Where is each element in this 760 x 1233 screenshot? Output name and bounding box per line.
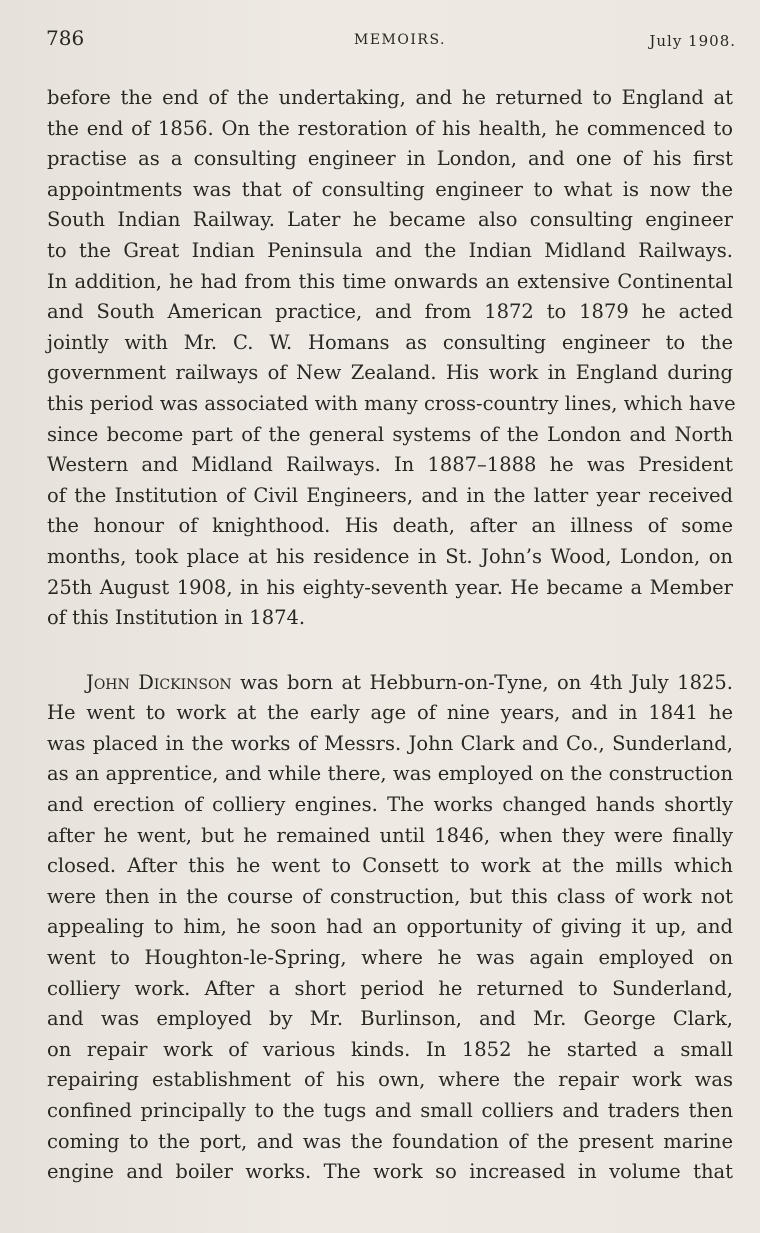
text-line: before the end of the undertaking, and he returned to England at — [47, 86, 733, 109]
text-line: South Indian Railway. Later he became also consulting engineer — [47, 208, 733, 232]
paragraph-2 — [47, 668, 733, 1188]
text-line: after he went, but he remained until 1846, when they were finally — [47, 823, 733, 847]
text-line: and South American practice, and from 1872 to 1879 he acted — [47, 300, 733, 324]
text-line: government railways of New Zealand. His work in England during — [47, 361, 733, 385]
text-line — [47, 668, 733, 699]
text-line: on repair work of various kinds. In 1852 he started a small — [47, 1037, 733, 1061]
text-line: and erection of colliery engines. The works changed hands shortly — [47, 793, 733, 817]
paragraph-1 — [47, 83, 736, 634]
text-line: went to Houghton-le-Spring, where he was again employed on — [47, 946, 733, 970]
text-line: the honour of knighthood. His death, after an illness of some — [47, 514, 733, 538]
text-line: repairing establishment of his own, where the repair work was — [47, 1068, 733, 1092]
text-line: was placed in the works of Messrs. John Clark and Co., Sunderland, — [47, 731, 733, 755]
text-line: jointly with Mr. C. W. Homans as consulting engineer to the — [47, 330, 733, 354]
body-text — [47, 83, 736, 1188]
text-line: practise as a consulting engineer in London, and one of his first — [47, 147, 733, 171]
text-line: of the Institution of Civil Engineers, and in the latter year received — [47, 483, 733, 507]
memoir-name: John Dickinson — [86, 670, 232, 694]
text-line: colliery work. After a short period he returned to Sunderland, — [47, 976, 733, 1000]
paragraph-gap — [47, 634, 733, 668]
page-number: 786 — [46, 26, 85, 50]
text-line: He went to work at the early age of nine years, and in 1841 he — [47, 701, 733, 725]
text-line: engine and boiler works. The work so increased in volume that — [47, 1160, 733, 1184]
text-line: months, took place at his residence in St. John’s Wood, London, on — [47, 544, 733, 568]
text-line: since become part of the general systems of the London and North — [47, 422, 733, 446]
text-line: to the Great Indian Peninsula and the Indian Midland Railways. — [47, 238, 733, 262]
text-line: were then in the course of construction, but this class of work not — [47, 884, 733, 908]
line-text: was born at Hebburn-on-Tyne, on 4th July 1825. — [231, 670, 733, 694]
text-line: In addition, he had from this time onwards an extensive Continental — [47, 269, 733, 293]
running-date: July 1908. — [649, 32, 736, 50]
text-line: as an apprentice, and while there, was employed on the construction — [47, 762, 733, 786]
text-line: appealing to him, he soon had an opportunity of giving it up, and — [47, 915, 733, 939]
text-line: Western and Midland Railways. In 1887–1888 he was President — [47, 453, 733, 477]
text-line: and was employed by Mr. Burlinson, and Mr. George Clark, — [47, 1007, 733, 1031]
running-head — [46, 26, 736, 60]
text-line: coming to the port, and was the foundation of the present marine — [47, 1129, 733, 1153]
text-line: appointments was that of consulting engineer to what is now the — [47, 177, 733, 201]
running-title: MEMOIRS. — [354, 32, 446, 48]
text-line: 25th August 1908, in his eighty-seventh year. He became a Member — [47, 575, 733, 599]
text-line: confined principally to the tugs and small colliers and traders then — [47, 1099, 733, 1122]
text-line: this period was associated with many cross-country lines, which have — [47, 391, 736, 415]
text-line: closed. After this he went to Consett to work at the mills which — [47, 854, 733, 878]
text-line: of this Institution in 1874. — [47, 606, 306, 630]
text-line: the end of 1856. On the restoration of his health, he commenced to — [47, 116, 733, 140]
